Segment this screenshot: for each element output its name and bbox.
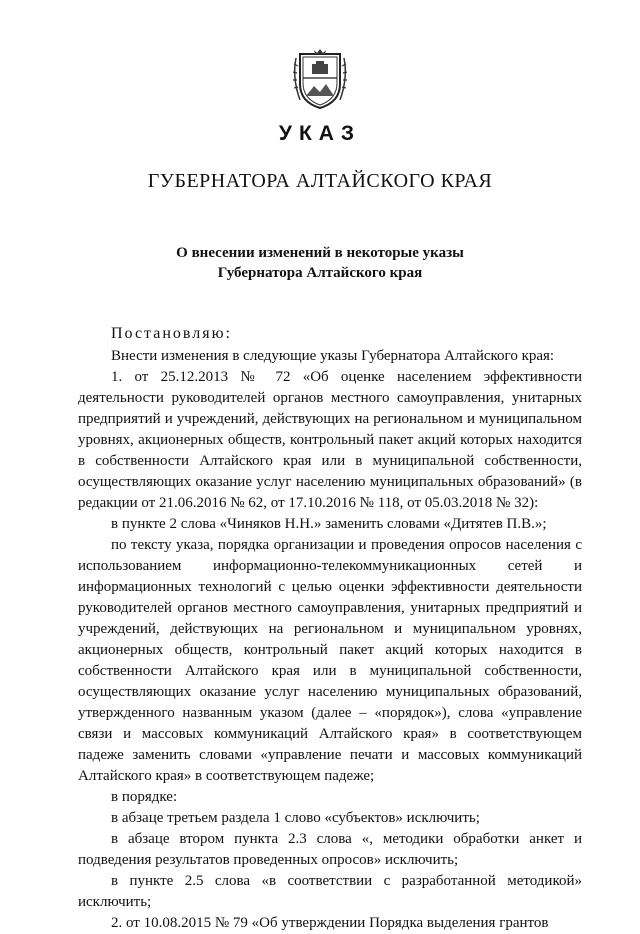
order-word: Постановляю: [111, 325, 232, 342]
document-subtitle: ГУБЕРНАТОРА АЛТАЙСКОГО КРАЯ [147, 170, 493, 192]
document-body [78, 346, 582, 934]
paragraph-item-1-text-change: по тексту указа, порядка организации и проведения опросов населения с использованием информационно-телекоммуникационных сетей и информационных технологий с целью оценки эффективности деятельности руководителей органов местного самоуправления, унитарных предприятий и учреждений, действующих на региональном и муниципальном уровнях, акционерных обществ, контрольный пакет акций которых находится в собственности Алтайского края или в муниципальной собственности, осуществляющих оказание услуг населению муниципальных образований, утвержденного названным указом (далее – «порядок»), слова «управление связи и массовых коммуникаций Алтайского края» в соответствующем падеже заменить словами «управление печати и массовых коммуникаций Алтайского края» в соответствующем падеже; [78, 537, 582, 784]
document-title: УКАЗ [278, 122, 362, 145]
paragraph-section-1: в абзаце третьем раздела 1 слово «субъектов» исключить; [111, 810, 480, 826]
paragraph-point-2-3: в абзаце втором пункта 2.3 слова «, методики обработки анкет и подведения результатов проведенных опросов» исключить; [78, 831, 582, 868]
paragraph-item-1: 1. от 25.12.2013 № 72 «Об оценке населением эффективности деятельности руководителей органов местного самоуправления, унитарных предприятий и учреждений, действующих на региональном и муниципальном уровнях, акционерных обществ, контрольный пакет акций которых находится в собственности Алтайского края или в муниципальной собственности, осуществляющих оказание услуг населению муниципальных образований» (в редакции от 21.06.2016 № 62, от 17.10.2016 № 118, от 05.03.2018 № 32): [78, 369, 582, 511]
paragraph-item-1-point-2: в пункте 2 слова «Чиняков Н.Н.» заменить словами «Дитятев П.В.»; [111, 516, 547, 532]
heading-line-2: Губернатора Алтайского края [217, 265, 423, 281]
paragraph-item-2: 2. от 10.08.2015 № 79 «Об утверждении Порядка выделения грантов [111, 915, 549, 931]
coat-of-arms-emblem [290, 48, 350, 112]
document-heading [0, 243, 640, 283]
paragraph-point-2-5: в пункте 2.5 слова «в соответствии с разработанной методикой» исключить; [78, 873, 582, 910]
heading-line-1: О внесении изменений в некоторые указы [176, 245, 464, 261]
paragraph-in-order: в порядке: [111, 789, 178, 805]
paragraph-intro: Внести изменения в следующие указы Губернатора Алтайского края: [111, 348, 555, 364]
